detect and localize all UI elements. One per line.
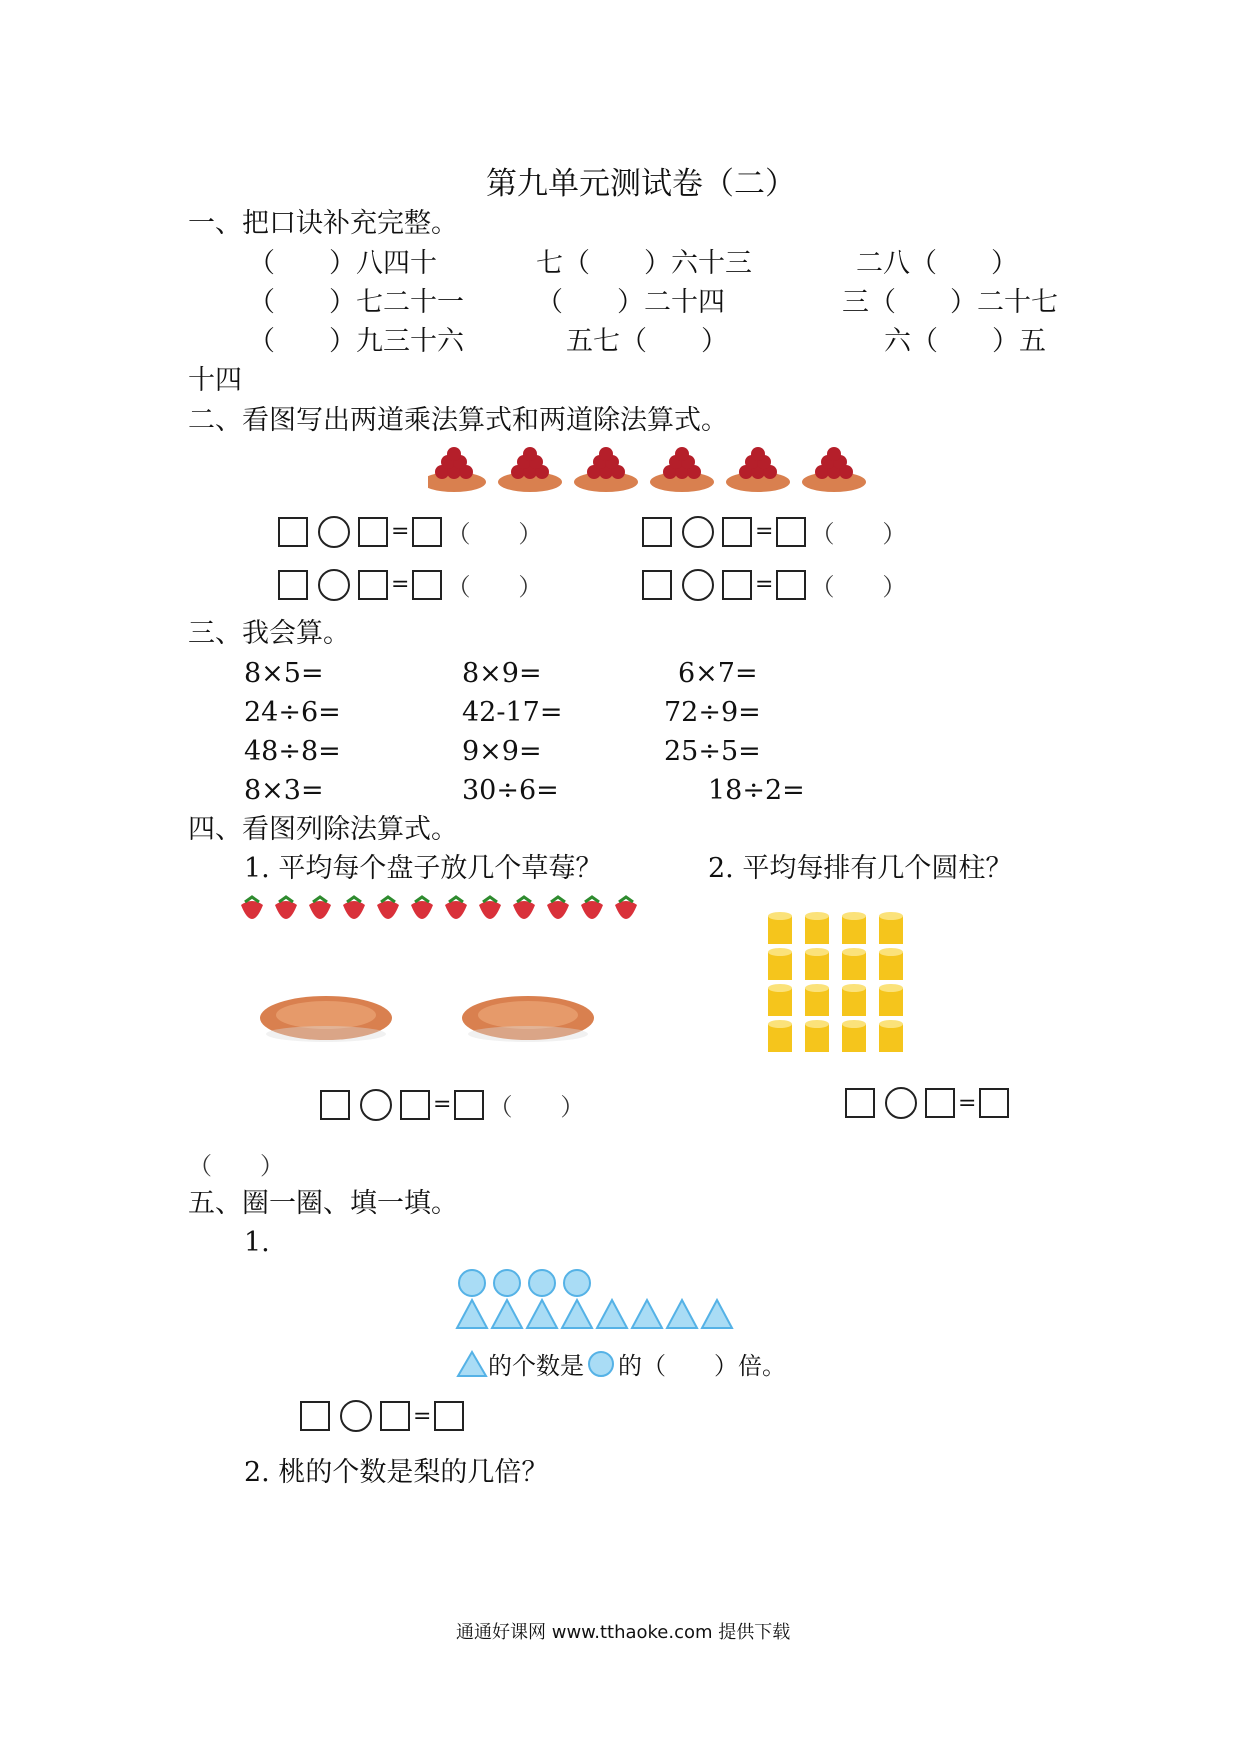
q1-r3-b: 五七（ ） [566,326,728,357]
operator-circle[interactable] [682,516,714,548]
strawberry-icon [309,901,331,919]
answer-box[interactable] [278,517,308,547]
q4-2: 2. 平均每排有几个圆柱？ [708,853,1013,884]
answer-box[interactable] [278,570,308,600]
apple-icon [827,447,841,461]
section-3-heading: 三、我会算。 [188,618,350,649]
answer-box[interactable] [434,1401,464,1431]
q1-r2-a: （ ）七二十一 [248,287,464,318]
strawberry-icon [615,901,637,919]
cylinder-icon [768,988,792,1016]
cylinder-top [768,1020,792,1028]
apple-icon [751,447,765,461]
answer-box[interactable] [454,1090,484,1120]
strawberry-icon [411,901,433,919]
q1-r1-c: 二八（ ） [856,248,1018,279]
answer-box[interactable] [358,517,388,547]
q4-1: 1. 平均每个盘子放几个草莓？ [244,853,603,884]
triangle-shape [597,1300,627,1328]
cylinder-icon [879,988,903,1016]
strawberries-image [240,893,650,927]
apple-icon [523,447,537,461]
strawberry-icon [479,901,501,919]
cylinder-top [768,948,792,956]
q1-r1-b: 七（ ）六十三 [536,248,752,279]
section-1-heading: 一、把口诀补充完整。 [188,208,458,239]
empty-plates-image [258,990,608,1050]
answer-box[interactable] [845,1088,875,1118]
cylinder-icon [805,916,829,944]
strawberry-icon [343,901,365,919]
circle-icon [586,1350,616,1378]
operator-circle[interactable] [318,569,350,601]
triangle-shape [562,1300,592,1328]
section-4-heading: 四、看图列除法算式。 [188,814,458,845]
answer-box[interactable] [722,570,752,600]
strawberry-icon [581,901,603,919]
q1-wrap: 十四 [188,365,242,396]
cylinder-icon [805,952,829,980]
q5-2: 2. 桃的个数是梨的几倍？ [244,1457,549,1488]
triangle-shape [667,1300,697,1328]
cylinder-icon [842,916,866,944]
cylinder-icon [768,952,792,980]
section-5-heading: 五、圈一圈、填一填。 [188,1188,458,1219]
cylinders-image [764,910,914,1058]
cylinder-icon [842,952,866,980]
cylinder-icon [768,1024,792,1052]
circle-shape [529,1270,555,1296]
s5-formula: = [300,1400,464,1432]
page-title: 第九单元测试卷（二） [486,166,796,202]
answer-box[interactable] [642,517,672,547]
cylinder-top [805,984,829,992]
s2-formula-2: = （ ） [642,514,906,549]
answer-box[interactable] [358,570,388,600]
answer-box[interactable] [776,517,806,547]
triangle-shape [527,1300,557,1328]
triangle-shape [492,1300,522,1328]
calc-item: 42-17= [462,697,563,728]
circle-shape [494,1270,520,1296]
apple-icon [447,447,461,461]
strawberry-icon [275,901,297,919]
cylinder-icon [768,916,792,944]
answer-box[interactable] [400,1090,430,1120]
triangle-icon [456,1350,488,1378]
answer-box[interactable] [642,570,672,600]
answer-box[interactable] [776,570,806,600]
calc-item: 72÷9= [664,697,761,728]
operator-circle[interactable] [318,516,350,548]
cylinder-top [768,984,792,992]
s2-formula-3: = （ ） [278,567,542,602]
apple-plates-image [428,446,868,496]
circle-shape [564,1270,590,1296]
cylinder-icon [842,988,866,1016]
triangle-shape [632,1300,662,1328]
cylinder-top [842,948,866,956]
calc-item: 6×7= [678,658,758,689]
unit-paren[interactable]: （ ） [446,573,543,601]
operator-circle[interactable] [340,1400,372,1432]
operator-circle[interactable] [360,1089,392,1121]
calc-item: 18÷2= [708,775,805,806]
cylinder-icon [805,1024,829,1052]
cylinder-icon [879,1024,903,1052]
answer-box[interactable] [300,1401,330,1431]
s4-formula-2: = [845,1087,1009,1119]
cylinder-top [842,1020,866,1028]
cylinder-icon [879,952,903,980]
q1-r3-c: 六（ ）五 [884,326,1046,357]
answer-box[interactable] [380,1401,410,1431]
circle-shape [459,1270,485,1296]
cylinder-top [879,948,903,956]
strawberry-icon [513,901,535,919]
calc-item: 8×5= [244,658,324,689]
answer-box[interactable] [925,1088,955,1118]
operator-circle[interactable] [682,569,714,601]
q1-r2-b: （ ）二十四 [536,287,725,318]
calc-item: 30÷6= [462,775,559,806]
q5-1-sentence: 的个数是 的（ ）倍。 [456,1346,786,1381]
cylinder-top [768,912,792,920]
apple-icon [599,447,613,461]
calc-item: 25÷5= [664,736,761,767]
cylinder-top [805,1020,829,1028]
unit-paren[interactable]: （ ） [810,520,907,548]
cylinder-icon [805,988,829,1016]
q1-r1-a: （ ）八四十 [248,248,437,279]
q1-r3-a: （ ）九三十六 [248,326,464,357]
strawberry-icon [547,901,569,919]
q5-1: 1. [244,1227,270,1258]
operator-circle[interactable] [885,1087,917,1119]
calc-item: 24÷6= [244,697,341,728]
answer-box[interactable] [722,517,752,547]
cylinder-top [842,912,866,920]
unit-paren[interactable]: （ ） [488,1093,585,1121]
q1-r2-c: 三（ ）二十七 [842,287,1058,318]
cylinder-top [842,984,866,992]
answer-box[interactable] [412,517,442,547]
cylinder-top [879,912,903,920]
unit-paren[interactable]: （ ） [446,520,543,548]
cylinder-icon [879,916,903,944]
footer: 通通好课网 www.tthaoke.com 提供下载 [456,1622,791,1643]
circles-triangles-image [454,1268,744,1344]
calc-item: 48÷8= [244,736,341,767]
triangle-shape [457,1300,487,1328]
calc-item: 8×3= [244,775,324,806]
strawberry-icon [241,901,263,919]
cylinder-icon [842,1024,866,1052]
unit-paren[interactable]: （ ） [810,573,907,601]
s4-formula-1: = （ ） [320,1087,584,1122]
triangle-shape [702,1300,732,1328]
s2-formula-1: = （ ） [278,514,542,549]
section-2-heading: 二、看图写出两道乘法算式和两道除法算式。 [188,405,728,436]
cylinder-top [879,1020,903,1028]
answer-box[interactable] [412,570,442,600]
cylinder-top [805,948,829,956]
calc-item: 8×9= [462,658,542,689]
cylinder-top [805,912,829,920]
s4-wrap-paren[interactable]: （ ） [188,1152,284,1180]
strawberry-icon [377,901,399,919]
calc-item: 9×9= [462,736,542,767]
answer-box[interactable] [320,1090,350,1120]
apple-icon [675,447,689,461]
s2-formula-4: = （ ） [642,567,906,602]
answer-box[interactable] [979,1088,1009,1118]
strawberry-icon [445,901,467,919]
cylinder-top [879,984,903,992]
